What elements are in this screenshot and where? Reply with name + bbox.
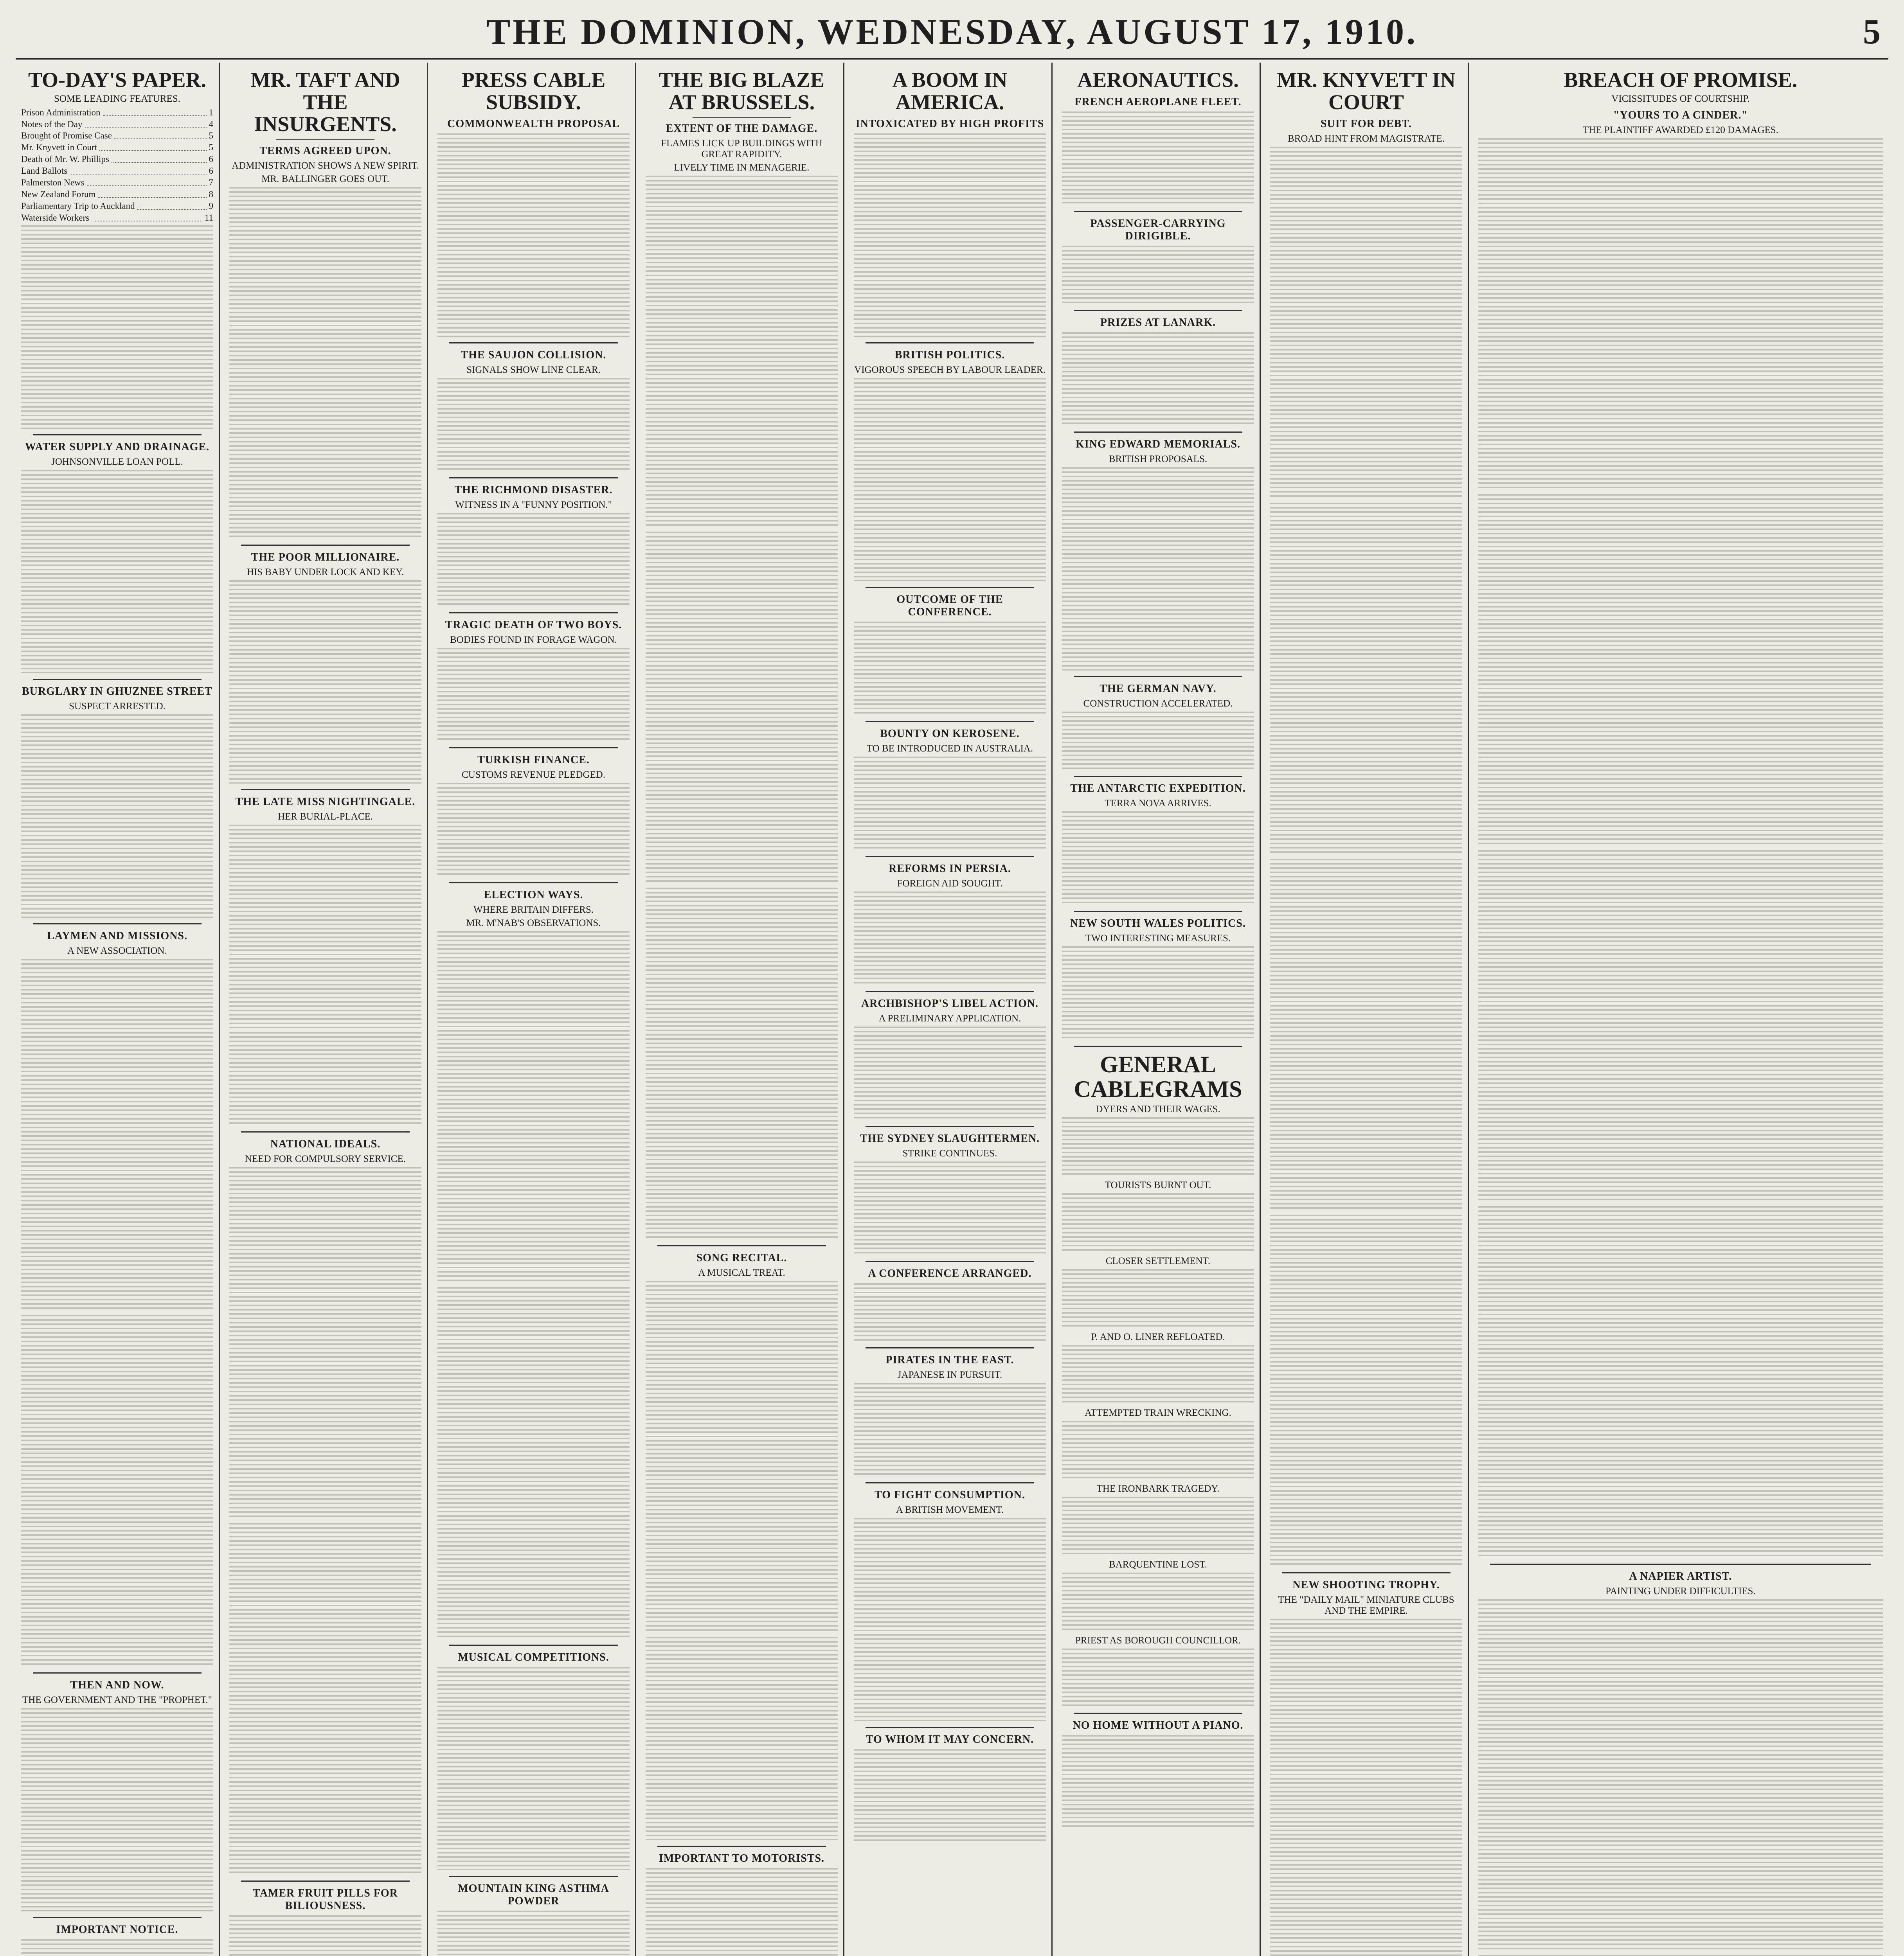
article-heading: THE SYDNEY SLAUGHTERMEN. [860,1133,1040,1145]
article-subheading: PAINTING UNDER DIFFICULTIES. [1605,1586,1756,1596]
index-headline: TO-DAY'S PAPER. [28,68,207,92]
article-heading: WATER SUPPLY AND DRAINAGE. [25,440,210,453]
advertisement-heading: NO HOME WITHOUT A PIANO. [1073,1719,1244,1731]
article-text [229,580,421,784]
advertisement-text [437,1911,630,1956]
article-headline: THE BIG BLAZE AT BRUSSELS. [659,68,825,114]
index-item: Death of Mr. W. Phillips 6 [21,154,213,164]
article-heading: KING EDWARD MEMORIALS. [1075,438,1241,450]
article-subheading: DYERS AND THEIR WAGES. [1096,1104,1220,1115]
divider [241,545,410,546]
article-subheading: FRENCH AEROPLANE FLEET. [1074,95,1242,108]
article-heading: LAYMEN AND MISSIONS. [47,929,187,942]
article-text [437,513,630,607]
article-subheading: NEED FOR COMPULSORY SERVICE. [245,1154,406,1165]
article-text [1062,1421,1254,1480]
divider [1490,1564,1871,1565]
article-text [854,1161,1046,1255]
advertisement-text [646,1868,838,1956]
divider [276,139,374,140]
article-subheading: THE IRONBARK TRAGEDY. [1096,1483,1220,1494]
article-heading: BURGLARY IN GHUZNEE STREET [22,685,212,698]
article-heading: REFORMS IN PERSIA. [889,863,1011,875]
article-subheading: A MUSICAL TREAT. [698,1267,785,1278]
article-text [437,1667,630,1870]
divider [449,1645,618,1646]
article-subheading: FOREIGN AID SOUGHT. [897,878,1003,889]
article-text [1062,467,1254,671]
divider [241,789,410,790]
article-text [646,1281,838,1633]
article-subheading: EXTENT OF THE DAMAGE. [666,122,818,135]
masthead [16,7,1888,60]
article-subheading: MR. M'NAB'S OBSERVATIONS. [466,918,601,929]
article-text [437,378,630,472]
article-heading: NEW SHOOTING TROPHY. [1292,1579,1440,1591]
article-text [229,187,421,539]
divider [449,747,618,748]
article-heading: TRAGIC DEATH OF TWO BOYS. [445,619,622,631]
article-text [229,1167,421,1519]
column-1 [16,63,220,1956]
article-heading: THE SAUJON COLLISION. [461,349,606,361]
article-text [854,1027,1046,1120]
article-heading: BOUNTY ON KEROSENE. [880,728,1020,740]
article-text [1062,1117,1254,1176]
article-heading: ELECTION WAYS. [484,889,583,901]
article-heading: PIRATES IN THE EAST. [885,1354,1014,1366]
article-text [21,1315,213,1667]
index-item: Brought of Promise Case 5 [21,131,213,141]
article-text [1062,1649,1254,1707]
divider [1074,776,1242,777]
article-headline: BREACH OF PROMISE. [1564,68,1798,92]
article-text [1478,1599,1883,1951]
notice-heading: IMPORTANT NOTICE. [56,1923,178,1936]
divider [866,1482,1034,1483]
article-subheading: FLAMES LICK UP BUILDINGS WITH GREAT RAPIDITY. [661,138,822,160]
page-number: 5 [1863,13,1881,51]
advertisement-text [1062,1735,1254,1829]
article-subheading: THE "DAILY MAIL" MINIATURE CLUBS AND THE EMPIRE. [1278,1595,1454,1616]
divider [1074,1713,1242,1714]
article-text [1270,859,1462,1211]
column-2 [224,63,428,1956]
article-heading: THE LATE MISS NIGHTINGALE. [235,796,416,808]
article-subheading: BRITISH PROPOSALS. [1109,453,1208,464]
article-heading: PRIZES AT LANARK. [1100,316,1216,329]
article-text [1062,1345,1254,1404]
article-text [1062,1193,1254,1252]
article-heading: TURKISH FINANCE. [477,754,590,766]
article-subheading: TWO INTERESTING MEASURES. [1085,933,1231,944]
article-subheading: VIGOROUS SPEECH BY LABOUR LEADER. [854,365,1046,376]
article-text [854,378,1046,581]
article-subheading: LIVELY TIME IN MENAGERIE. [674,162,810,173]
article-text [437,648,630,742]
article-text [437,133,630,337]
article-subheading: VICISSITUDES OF COURTSHIP. [1611,93,1750,104]
article-text [854,757,1046,850]
divider [449,882,618,883]
article-heading: OUTCOME OF THE CONFERENCE. [896,593,1003,618]
article-subheading: A BRITISH MOVEMENT. [896,1505,1004,1516]
index-item: Prison Administration 1 [21,107,213,117]
index-item: Waterside Workers 11 [21,212,213,223]
divider [33,1917,202,1918]
article-headline: A BOOM IN AMERICA. [892,68,1008,114]
divider [866,1727,1034,1728]
article-text [229,1523,421,1875]
index-continued-text [21,225,213,429]
columns [16,63,1888,1956]
article-subheading: CLOSER SETTLEMENT. [1105,1255,1211,1266]
article-headline: AERONAUTICS. [1077,68,1239,92]
divider [866,342,1034,343]
article-text [1062,246,1254,304]
index-list [21,107,213,224]
article-subheading: BARQUENTINE LOST. [1109,1559,1207,1570]
divider [866,1126,1034,1127]
index-item: Notes of the Day 4 [21,119,213,129]
article-text [1478,850,1883,1202]
article-headline: PRESS CABLE SUBSIDY. [461,68,606,114]
index-subhead: SOME LEADING FEATURES. [54,93,180,104]
article-text [646,888,838,1240]
article-text [1270,147,1462,499]
article-text [854,1518,1046,1721]
article-subheading: BODIES FOUND IN FORAGE WAGON. [450,635,617,645]
article-subheading: THE PLAINTIFF AWARDED £120 DAMAGES. [1582,124,1779,135]
divider [449,612,618,613]
article-text [1062,1497,1254,1555]
article-heading: SONG RECITAL. [696,1252,787,1264]
article-text [646,176,838,528]
article-heading: A NAPIER ARTIST. [1629,1570,1732,1582]
divider [866,1261,1034,1262]
divider [33,434,202,435]
section-heading: GENERAL CABLEGRAMS [1074,1051,1242,1102]
divider [1282,1572,1450,1573]
article-text [21,470,213,673]
article-subheading: INTOXICATED BY HIGH PROFITS [855,118,1044,130]
article-text [1478,138,1883,490]
divider [1074,310,1242,311]
article-subheading: CUSTOMS REVENUE PLEDGED. [462,769,605,780]
index-item: Land Ballots 6 [21,166,213,176]
article-text [1062,811,1254,905]
article-subheading: TERMS AGREED UPON. [259,145,391,157]
divider [241,1880,410,1882]
divider [693,117,791,118]
divider [866,721,1034,722]
article-heading: A CONFERENCE ARRANGED. [868,1267,1032,1280]
article-text [1062,111,1254,205]
article-subheading: ADMINISTRATION SHOWS A NEW SPIRIT. [232,160,419,171]
article-headline: MR. KNYVETT IN COURT [1277,68,1456,114]
column-8 [1473,63,1888,1956]
advertisement-heading: TAMER FRUIT PILLS FOR BILIOUSNESS. [253,1887,398,1912]
divider [657,1846,826,1847]
article-subheading: BROAD HINT FROM MAGISTRATE. [1288,133,1445,144]
column-4 [640,63,844,1956]
article-heading: THE ANTARCTIC EXPEDITION. [1070,782,1246,795]
article-heading: THEN AND NOW. [70,1679,164,1691]
article-text [437,1287,630,1639]
advertisement-heading: TO WHOM IT MAY CONCERN. [866,1733,1034,1746]
divider [1074,1046,1242,1047]
article-text [1062,1573,1254,1631]
divider [1074,676,1242,677]
divider [449,1876,618,1877]
article-heading: THE GERMAN NAVY. [1100,682,1217,695]
article-text [1270,1215,1462,1567]
advertisement-heading: IMPORTANT TO MOTORISTS. [659,1852,825,1865]
article-text [854,1383,1046,1477]
column-7 [1265,63,1469,1956]
article-text [646,532,838,884]
article-heading: THE RICHMOND DISASTER. [454,484,613,496]
article-text [1270,1619,1462,1956]
column-5 [848,63,1053,1956]
divider [241,1131,410,1133]
article-subheading: COMMONWEALTH PROPOSAL [447,118,620,130]
article-text [229,1032,421,1126]
article-subheading: HIS BABY UNDER LOCK AND KEY. [247,567,404,578]
article-subheading: JOHNSONVILLE LOAN POLL. [51,456,183,467]
article-headline: MR. TAFT AND THE INSURGENTS. [250,68,400,136]
article-subheading: JAPANESE IN PURSUIT. [897,1370,1002,1381]
article-text [1478,1206,1883,1558]
article-text [1062,332,1254,426]
divider [33,679,202,680]
article-subheading: SIGNALS SHOW LINE CLEAR. [466,365,601,376]
article-heading: NEW SOUTH WALES POLITICS. [1070,917,1246,929]
article-text [1062,712,1254,770]
article-subheading: HER BURIAL-PLACE. [277,811,373,822]
index-item: New Zealand Forum 8 [21,189,213,199]
article-text [854,622,1046,716]
article-subheading: CONSTRUCTION ACCELERATED. [1083,698,1233,709]
article-heading: BRITISH POLITICS. [894,349,1005,361]
article-text [1478,494,1883,846]
divider [33,1672,202,1674]
divider [866,587,1034,588]
advertisement-text [854,1749,1046,1843]
article-text [854,133,1046,337]
divider [1074,211,1242,212]
article-subheading: SUSPECT ARRESTED. [69,701,166,712]
article-heading: MUSICAL COMPETITIONS. [458,1651,609,1664]
article-text [229,825,421,1028]
index-item: Parliamentary Trip to Auckland 9 [21,201,213,211]
article-text [854,1283,1046,1342]
divider [866,991,1034,992]
divider [866,856,1034,857]
masthead-title: THE DOMINION, WEDNESDAY, AUGUST 17, 1910. [486,12,1418,52]
article-subheading: A PRELIMINARY APPLICATION. [878,1013,1021,1024]
index-item: Mr. Knyvett in Court 5 [21,142,213,153]
article-subheading: PRIEST AS BOROUGH COUNCILLOR. [1075,1635,1241,1646]
divider [449,342,618,343]
article-subheading: MR. BALLINGER GOES OUT. [261,174,389,185]
article-subheading: ATTEMPTED TRAIN WRECKING. [1085,1407,1231,1418]
divider [657,1245,826,1246]
article-text [21,714,213,918]
article-subheading: STRIKE CONTINUES. [902,1148,997,1159]
article-subheading: "YOURS TO A CINDER." [1613,109,1748,121]
article-heading: PASSENGER-CARRYING DIRIGIBLE. [1090,217,1226,242]
divider [866,1347,1034,1348]
advertisement-heading: MOUNTAIN KING ASTHMA POWDER [458,1882,609,1907]
article-heading: THE POOR MILLIONAIRE. [251,551,400,564]
divider [33,923,202,924]
article-subheading: WHERE BRITAIN DIFFERS. [473,904,594,915]
article-text [646,1637,838,1840]
article-subheading: TERRA NOVA ARRIVES. [1105,798,1211,809]
index-item: Palmerston News 7 [21,178,213,188]
divider [1074,911,1242,912]
article-heading: NATIONAL IDEALS. [270,1138,381,1151]
article-text [21,959,213,1311]
article-subheading: TOURISTS BURNT OUT. [1105,1179,1211,1190]
article-heading: TO FIGHT CONSUMPTION. [875,1489,1025,1501]
article-text [1062,946,1254,1040]
article-subheading: WITNESS IN A "FUNNY POSITION." [455,500,612,511]
article-text [21,1708,213,1911]
advertisement-text [229,1915,421,1956]
divider [1074,431,1242,433]
article-text [854,892,1046,985]
article-text [437,931,630,1283]
article-subheading: A NEW ASSOCIATION. [67,945,167,956]
article-heading: ARCHBISHOP'S LIBEL ACTION. [861,998,1039,1010]
article-subheading: SUIT FOR DEBT. [1320,118,1412,130]
column-3 [432,63,636,1956]
divider [449,477,618,478]
notice-text [21,1939,213,1956]
article-subheading: THE GOVERNMENT AND THE "PROPHET." [22,1694,212,1705]
article-subheading: TO BE INTRODUCED IN AUSTRALIA. [866,743,1033,754]
article-text [1270,503,1462,855]
article-text [437,783,630,877]
column-6 [1056,63,1261,1956]
article-subheading: P. AND O. LINER REFLOATED. [1091,1331,1225,1342]
article-text [1062,1269,1254,1328]
